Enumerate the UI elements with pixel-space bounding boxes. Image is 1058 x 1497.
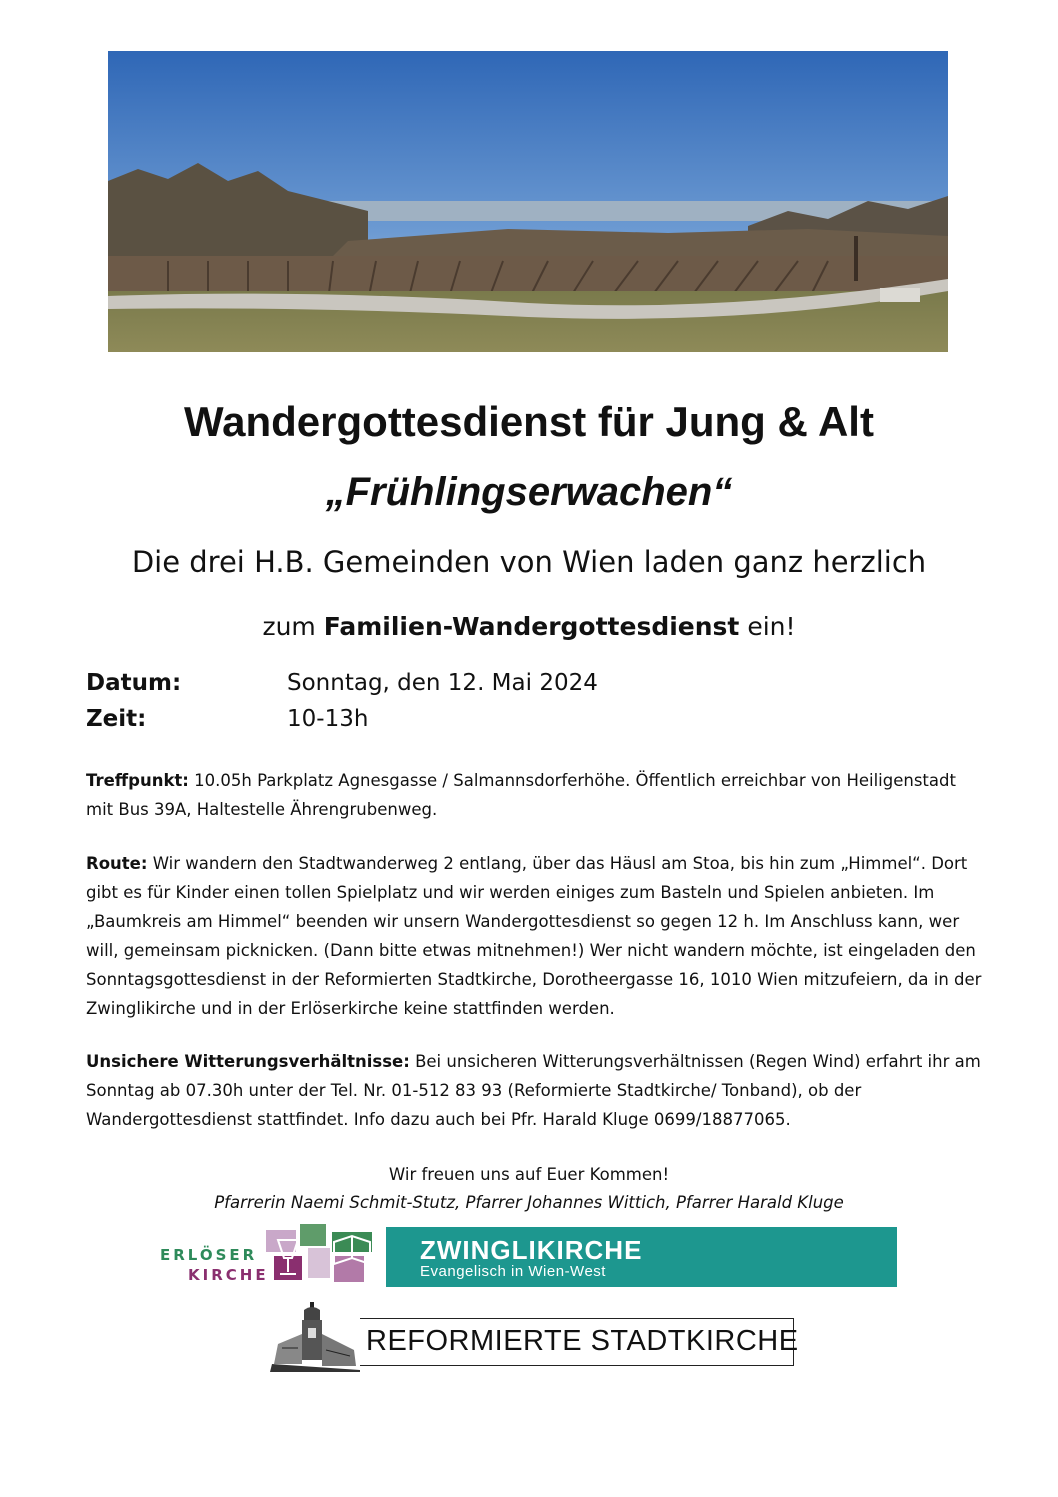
- zwinglikirche-logo: [386, 1227, 897, 1287]
- zwingli-logo-subtitle: Evangelisch in Wien-West: [420, 1263, 606, 1280]
- section-label: Unsichere Witterungsverhältnisse:: [86, 1052, 410, 1071]
- section-text: Wir wandern den Stadtwanderweg 2 entlang, über das Häusl am Stoa, bis hin zum „Himmel“. Dort gibt es für Kinder einen tollen Spielplatz und wir werden einiges zum Basteln und Spielen anbieten. Im „Baumkreis am Himmel“ beenden wir unsern Wandergottesdienst so gegen 12 h. Im Anschluss kann, wer will, gemeinsam picknicken. (Dann bitte etwas mitnehmen!) Wer nicht wandern möchte, ist eingeladen den Sonntagsgottesdienst in der Reformierten Stadtkirche, Dorotheergasse 16, 1010 Wien mitzufeiern, da in der Zwinglikirche und in der Erlöserkirche keine stattfinden werden.: [86, 854, 982, 1018]
- detail-label: Datum:: [86, 670, 182, 696]
- detail-value: Sonntag, den 12. Mai 2024: [287, 670, 598, 696]
- invitation-suffix: ein!: [739, 612, 796, 641]
- erloeser-logo-line1: ERLÖSER: [160, 1246, 258, 1264]
- event-subtitle: „Frühlingserwachen“: [325, 470, 733, 514]
- invitation-line-2: [0, 612, 1058, 641]
- erloeser-logo-line2: KIRCHE: [188, 1266, 269, 1284]
- erloeser-emblem-icon: [264, 1222, 378, 1290]
- church-tower-icon: [270, 1300, 360, 1372]
- zwingli-logo-title: ZWINGLIKIRCHE: [420, 1235, 643, 1265]
- closing-block: [0, 1161, 1058, 1217]
- section-label: Route:: [86, 854, 148, 873]
- detail-label: Zeit:: [86, 706, 147, 732]
- invitation-event-name: Familien-Wandergottesdienst: [323, 612, 740, 641]
- page-title: Wandergottesdienst für Jung & Alt: [184, 398, 874, 445]
- section-weather: [86, 1047, 986, 1134]
- section-text: Bei unsicheren Witterungsverhältnissen (Regen Wind) erfahrt ihr am Sonntag ab 07.30h unter der Tel. Nr. 01-512 83 93 (Reformierte Stadtkirche/ Tonband), ob der Wandergottesdienst stattfindet. Info dazu auch bei Pfr. Harald Kluge 0699/18877065.: [86, 1052, 981, 1129]
- reformierte-logo-name: REFORMIERTE STADTKIRCHE: [366, 1325, 799, 1357]
- section-text: 10.05h Parkplatz Agnesgasse / Salmannsdorferhöhe. Öffentlich erreichbar von Heiligenstadt mit Bus 39A, Haltestelle Ährengrubenweg.: [86, 771, 956, 819]
- signature: Pfarrerin Naemi Schmit-Stutz, Pfarrer Johannes Wittich, Pfarrer Harald Kluge: [214, 1193, 844, 1212]
- erloeserkirche-logo: [160, 1222, 378, 1290]
- header-landscape-image: [108, 51, 948, 352]
- invitation-prefix: zum: [262, 612, 324, 641]
- closing-line: Wir freuen uns auf Euer Kommen!: [388, 1165, 670, 1184]
- detail-value: 10-13h: [287, 706, 369, 732]
- section-meeting-point: [86, 766, 986, 824]
- section-label: Treffpunkt:: [86, 771, 189, 790]
- section-route: [86, 849, 986, 1023]
- reformierte-stadtkirche-logo: [360, 1318, 799, 1366]
- invitation-line: Die drei H.B. Gemeinden von Wien laden ganz herzlich: [131, 545, 927, 579]
